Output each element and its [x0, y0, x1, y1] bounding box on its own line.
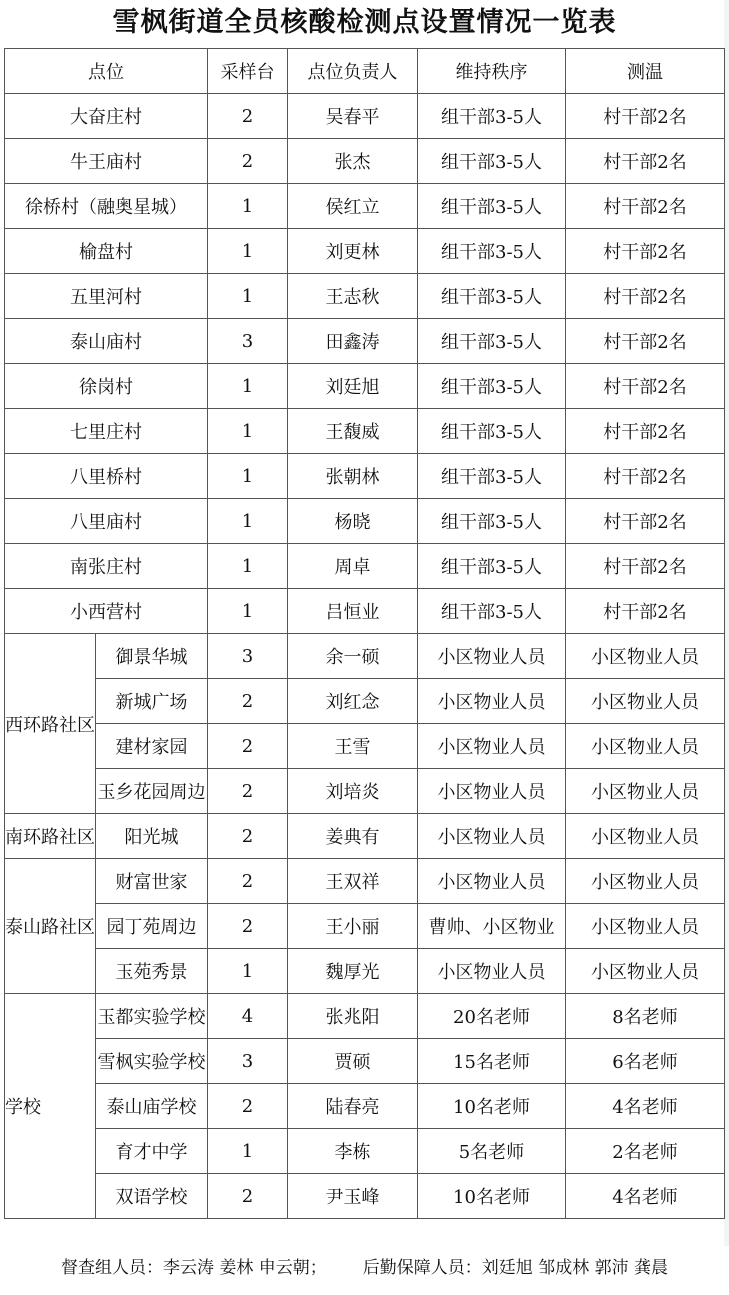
leader-cell: 侯红立	[288, 184, 418, 229]
table-row	[5, 724, 725, 769]
temp-cell: 小区物业人员	[566, 634, 725, 679]
table-row	[5, 679, 725, 724]
leader-cell: 魏厚光	[288, 949, 418, 994]
point-name-cell: 双语学校	[96, 1174, 208, 1219]
point-name-cell: 七里庄村	[5, 409, 208, 454]
point-name-cell: 小西营村	[5, 589, 208, 634]
temp-cell: 8名老师	[566, 994, 725, 1039]
table-row	[5, 634, 725, 679]
group-name-cell: 南环路社区	[5, 814, 96, 859]
stations-cell: 1	[208, 364, 288, 409]
table-row	[5, 454, 725, 499]
leader-cell: 贾硕	[288, 1039, 418, 1084]
leader-cell: 尹玉峰	[288, 1174, 418, 1219]
point-name-cell: 泰山庙村	[5, 319, 208, 364]
order-cell: 组干部3-5人	[418, 454, 566, 499]
point-name-cell: 新城广场	[96, 679, 208, 724]
stations-cell: 2	[208, 904, 288, 949]
leader-cell: 王小丽	[288, 904, 418, 949]
table-row	[5, 814, 725, 859]
temp-cell: 小区物业人员	[566, 724, 725, 769]
point-name-cell: 御景华城	[96, 634, 208, 679]
stations-cell: 1	[208, 949, 288, 994]
temp-cell: 小区物业人员	[566, 769, 725, 814]
header-order: 维持秩序	[418, 49, 566, 94]
point-name-cell: 育才中学	[96, 1129, 208, 1174]
test-point-table	[4, 48, 725, 1219]
temp-cell: 村干部2名	[566, 499, 725, 544]
order-cell: 5名老师	[418, 1129, 566, 1174]
leader-cell: 王雪	[288, 724, 418, 769]
table-row	[5, 139, 725, 184]
table-row	[5, 769, 725, 814]
order-cell: 小区物业人员	[418, 769, 566, 814]
table-row	[5, 364, 725, 409]
temp-cell: 小区物业人员	[566, 949, 725, 994]
table-row	[5, 499, 725, 544]
table-row	[5, 319, 725, 364]
table-row	[5, 1174, 725, 1219]
stations-cell: 2	[208, 679, 288, 724]
stations-cell: 2	[208, 724, 288, 769]
order-cell: 组干部3-5人	[418, 229, 566, 274]
point-name-cell: 玉都实验学校	[96, 994, 208, 1039]
order-cell: 曹帅、小区物业	[418, 904, 566, 949]
order-cell: 组干部3-5人	[418, 274, 566, 319]
stations-cell: 1	[208, 229, 288, 274]
table-row	[5, 1129, 725, 1174]
leader-cell: 张朝林	[288, 454, 418, 499]
point-name-cell: 园丁苑周边	[96, 904, 208, 949]
logistics-team: 后勤保障人员：刘廷旭 邹成林 郭沛 龚晨	[362, 1258, 669, 1278]
leader-cell: 张杰	[288, 139, 418, 184]
leader-cell: 周卓	[288, 544, 418, 589]
temp-cell: 村干部2名	[566, 409, 725, 454]
order-cell: 20名老师	[418, 994, 566, 1039]
leader-cell: 张兆阳	[288, 994, 418, 1039]
leader-cell: 田鑫涛	[288, 319, 418, 364]
point-name-cell: 玉苑秀景	[96, 949, 208, 994]
point-name-cell: 建材家园	[96, 724, 208, 769]
temp-cell: 村干部2名	[566, 544, 725, 589]
point-name-cell: 徐桥村（融奥星城）	[5, 184, 208, 229]
stations-cell: 3	[208, 319, 288, 364]
leader-cell: 王馥威	[288, 409, 418, 454]
table-row	[5, 859, 725, 904]
stations-cell: 3	[208, 634, 288, 679]
stations-cell: 1	[208, 184, 288, 229]
table-row	[5, 229, 725, 274]
footer-note	[0, 1246, 729, 1290]
stations-cell: 2	[208, 1084, 288, 1129]
order-cell: 小区物业人员	[418, 634, 566, 679]
temp-cell: 村干部2名	[566, 589, 725, 634]
table-row	[5, 544, 725, 589]
header-temp: 测温	[566, 49, 725, 94]
table-row	[5, 94, 725, 139]
point-name-cell: 玉乡花园周边	[96, 769, 208, 814]
stations-cell: 1	[208, 544, 288, 589]
temp-cell: 小区物业人员	[566, 679, 725, 724]
temp-cell: 村干部2名	[566, 319, 725, 364]
temp-cell: 村干部2名	[566, 274, 725, 319]
table-row	[5, 904, 725, 949]
temp-cell: 6名老师	[566, 1039, 725, 1084]
order-cell: 组干部3-5人	[418, 544, 566, 589]
point-name-cell: 八里桥村	[5, 454, 208, 499]
leader-cell: 刘更林	[288, 229, 418, 274]
temp-cell: 小区物业人员	[566, 814, 725, 859]
header-point: 点位	[5, 49, 208, 94]
order-cell: 组干部3-5人	[418, 364, 566, 409]
point-name-cell: 阳光城	[96, 814, 208, 859]
order-cell: 小区物业人员	[418, 679, 566, 724]
table-row	[5, 1039, 725, 1084]
order-cell: 小区物业人员	[418, 949, 566, 994]
temp-cell: 4名老师	[566, 1174, 725, 1219]
leader-cell: 刘培炎	[288, 769, 418, 814]
point-name-cell: 榆盘村	[5, 229, 208, 274]
order-cell: 小区物业人员	[418, 859, 566, 904]
stations-cell: 1	[208, 589, 288, 634]
stations-cell: 3	[208, 1039, 288, 1084]
header-stations: 采样台	[208, 49, 288, 94]
leader-cell: 刘红念	[288, 679, 418, 724]
order-cell: 组干部3-5人	[418, 94, 566, 139]
temp-cell: 村干部2名	[566, 94, 725, 139]
temp-cell: 村干部2名	[566, 184, 725, 229]
point-name-cell: 徐岗村	[5, 364, 208, 409]
order-cell: 小区物业人员	[418, 724, 566, 769]
leader-cell: 杨晓	[288, 499, 418, 544]
point-name-cell: 雪枫实验学校	[96, 1039, 208, 1084]
leader-cell: 刘廷旭	[288, 364, 418, 409]
leader-cell: 吴春平	[288, 94, 418, 139]
order-cell: 组干部3-5人	[418, 589, 566, 634]
temp-cell: 村干部2名	[566, 454, 725, 499]
point-name-cell: 五里河村	[5, 274, 208, 319]
stations-cell: 1	[208, 499, 288, 544]
table-row	[5, 409, 725, 454]
temp-cell: 4名老师	[566, 1084, 725, 1129]
leader-cell: 姜典有	[288, 814, 418, 859]
leader-cell: 王双祥	[288, 859, 418, 904]
temp-cell: 村干部2名	[566, 229, 725, 274]
stations-cell: 2	[208, 814, 288, 859]
group-name-cell: 学校	[5, 994, 96, 1219]
header-leader: 点位负责人	[288, 49, 418, 94]
point-name-cell: 泰山庙学校	[96, 1084, 208, 1129]
table-row	[5, 1084, 725, 1129]
temp-cell: 小区物业人员	[566, 904, 725, 949]
table-row	[5, 994, 725, 1039]
leader-cell: 陆春亮	[288, 1084, 418, 1129]
stations-cell: 1	[208, 409, 288, 454]
temp-cell: 2名老师	[566, 1129, 725, 1174]
stations-cell: 1	[208, 274, 288, 319]
page-title: 雪枫街道全员核酸检测点设置情况一览表	[112, 7, 617, 38]
temp-cell: 小区物业人员	[566, 859, 725, 904]
order-cell: 小区物业人员	[418, 814, 566, 859]
point-name-cell: 八里庙村	[5, 499, 208, 544]
order-cell: 组干部3-5人	[418, 409, 566, 454]
stations-cell: 2	[208, 1174, 288, 1219]
order-cell: 15名老师	[418, 1039, 566, 1084]
order-cell: 10名老师	[418, 1084, 566, 1129]
order-cell: 组干部3-5人	[418, 184, 566, 229]
temp-cell: 村干部2名	[566, 139, 725, 184]
leader-cell: 王志秋	[288, 274, 418, 319]
header-row	[5, 49, 725, 94]
stations-cell: 1	[208, 1129, 288, 1174]
group-name-cell: 西环路社区	[5, 634, 96, 814]
table-row	[5, 949, 725, 994]
table-row	[5, 184, 725, 229]
leader-cell: 吕恒业	[288, 589, 418, 634]
leader-cell: 李栋	[288, 1129, 418, 1174]
table-row	[5, 589, 725, 634]
order-cell: 组干部3-5人	[418, 139, 566, 184]
stations-cell: 2	[208, 859, 288, 904]
point-name-cell: 财富世家	[96, 859, 208, 904]
supervision-team: 督查组人员：李云涛 姜林 申云朝；	[60, 1258, 327, 1278]
order-cell: 10名老师	[418, 1174, 566, 1219]
group-name-cell: 泰山路社区	[5, 859, 96, 994]
order-cell: 组干部3-5人	[418, 499, 566, 544]
leader-cell: 余一硕	[288, 634, 418, 679]
stations-cell: 2	[208, 769, 288, 814]
point-name-cell: 大奋庄村	[5, 94, 208, 139]
order-cell: 组干部3-5人	[418, 319, 566, 364]
table-row	[5, 274, 725, 319]
stations-cell: 2	[208, 139, 288, 184]
point-name-cell: 南张庄村	[5, 544, 208, 589]
temp-cell: 村干部2名	[566, 364, 725, 409]
stations-cell: 2	[208, 94, 288, 139]
point-name-cell: 牛王庙村	[5, 139, 208, 184]
stations-cell: 4	[208, 994, 288, 1039]
stations-cell: 1	[208, 454, 288, 499]
